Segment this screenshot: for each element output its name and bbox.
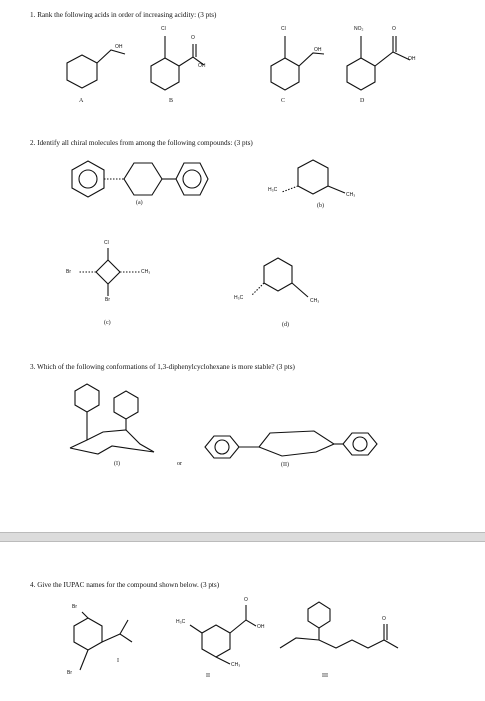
atom-br: Br (67, 670, 72, 676)
atom-ch3: CH₃ (346, 192, 356, 198)
question-4-structures (0, 542, 485, 701)
label-conformation-2: (II) (281, 462, 289, 468)
atom-oh: OH (257, 624, 265, 630)
atom-h3c: H₃C (268, 187, 278, 193)
label-or: or (177, 461, 182, 467)
question-3-prompt: 3. Which of the following conformations of 1,3-diphenylcyclohexane is more stable? (3 pts) (30, 363, 295, 371)
label-d: (d) (282, 322, 289, 328)
atom-o: O (244, 597, 248, 603)
question-2-prompt: 2. Identify all chiral molecules from among the following compounds: (3 pts) (30, 139, 253, 147)
label-c: C (281, 98, 286, 104)
label-b: (b) (317, 203, 324, 209)
atom-o: O (382, 616, 386, 622)
atom-oh: OH (198, 63, 206, 69)
atom-o: O (191, 35, 195, 41)
worksheet-page-2 (0, 541, 485, 701)
label-compound-2: II (206, 673, 210, 679)
question-4-prompt: 4. Give the IUPAC names for the compound shown below. (3 pts) (30, 581, 220, 589)
label-d: D (360, 98, 365, 104)
atom-br: Br (66, 269, 71, 275)
atom-h3c: H₃C (234, 295, 244, 301)
atom-ch3: CH₃ (231, 662, 241, 668)
label-conformation-1: (I) (114, 461, 120, 467)
atom-oh: OH (408, 56, 416, 62)
atom-oh: OH (314, 47, 322, 53)
label-c: (c) (104, 320, 111, 326)
label-compound-3: III (322, 673, 328, 679)
question-1-prompt: 1. Rank the following acids in order of increasing acidity: (3 pts) (30, 11, 217, 19)
atom-ch3: CH₃ (310, 298, 320, 304)
atom-no2: NO₂ (354, 26, 364, 32)
label-a: (a) (136, 200, 143, 206)
label-compound-1: I (117, 658, 119, 664)
atom-h3c: H₃C (176, 619, 186, 625)
atom-br: Br (72, 604, 77, 610)
atom-ch3: CH₃ (141, 269, 151, 275)
atom-cl: Cl (281, 26, 286, 32)
atom-cl: Cl (161, 26, 166, 32)
label-b: B (169, 98, 174, 104)
label-a: A (79, 98, 84, 104)
atom-br: Br (105, 297, 110, 303)
atom-cl: Cl (104, 240, 109, 246)
atom-o: O (392, 26, 396, 32)
atom-oh: OH (115, 44, 123, 50)
